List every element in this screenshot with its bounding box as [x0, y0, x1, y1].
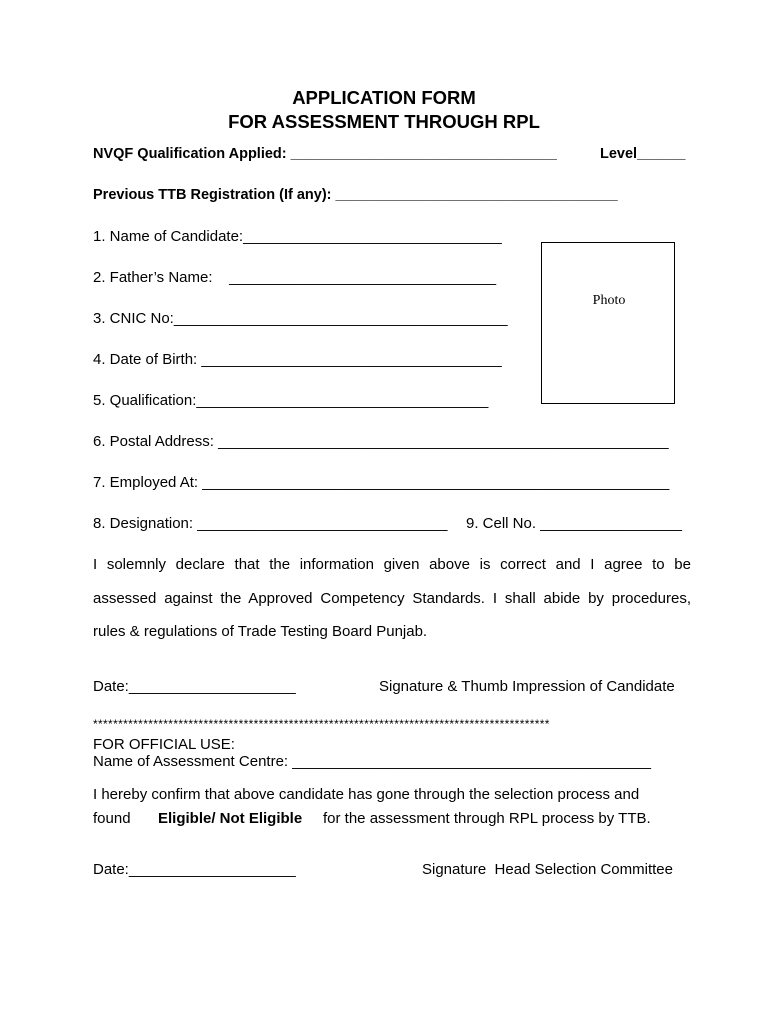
- official-date-field: Date:____________________: [93, 861, 296, 878]
- declaration-line-1: I solemnly declare that the information given above is correct and I agree to be: [93, 556, 691, 573]
- cell-number-field: 9. Cell No. _________________: [466, 515, 683, 532]
- title-line-1: APPLICATION FORM: [292, 87, 476, 108]
- nvqf-qualification-field: NVQF Qualification Applied: _________________________________: [93, 146, 557, 162]
- designation-field: 8. Designation: ______________________________: [93, 515, 448, 532]
- ttb-registration-field: Previous TTB Registration (If any): ___________________________________: [93, 187, 618, 203]
- confirmation-line-2: for the assessment through RPL process by TTB.: [323, 810, 651, 827]
- confirmation-found-label: found: [93, 810, 131, 827]
- candidate-date-field: Date:____________________: [93, 678, 296, 695]
- father-name-field: 2. Father’s Name: ________________________________: [93, 269, 497, 286]
- qualification-field: 5. Qualification:___________________________________: [93, 392, 489, 409]
- confirmation-line-1: I hereby confirm that above candidate has gone through the selection process and: [93, 786, 640, 803]
- committee-signature-label: Signature Head Selection Committee: [422, 861, 673, 878]
- declaration-line-2: assessed against the Approved Competency Standards. I shall abide by procedures,: [93, 590, 691, 607]
- assessment-centre-field: Name of Assessment Centre: ___________________________________________: [93, 753, 651, 770]
- employed-at-field: 7. Employed At: ________________________________________________________: [93, 474, 670, 491]
- photo-label: Photo: [592, 293, 626, 308]
- declaration-line-3: rules & regulations of Trade Testing Board Punjab.: [93, 623, 428, 640]
- photo-box: [541, 242, 675, 404]
- level-field: Level______: [600, 146, 686, 162]
- eligibility-label: Eligible/ Not Eligible: [158, 810, 303, 827]
- title-line-2: FOR ASSESSMENT THROUGH RPL: [228, 111, 540, 132]
- date-of-birth-field: 4. Date of Birth: ____________________________________: [93, 351, 502, 368]
- candidate-signature-label: Signature & Thumb Impression of Candidate: [379, 678, 675, 695]
- separator-line: *******************************************************************************************: [93, 717, 550, 731]
- cnic-field: 3. CNIC No:________________________________________: [93, 310, 508, 327]
- candidate-name-field: 1. Name of Candidate:_______________________________: [93, 228, 502, 245]
- official-use-heading: FOR OFFICIAL USE:: [93, 736, 235, 753]
- postal-address-field: 6. Postal Address: ______________________________________________________: [93, 433, 669, 450]
